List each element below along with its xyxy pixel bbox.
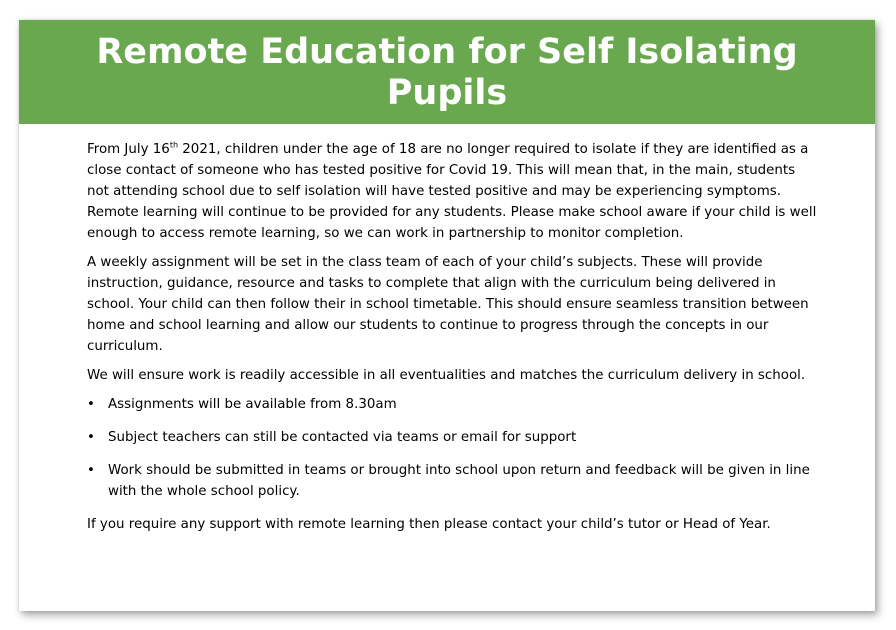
bullet-icon: • — [87, 463, 95, 478]
title-line-2: Pupils — [386, 73, 508, 113]
title-line-1: Remote Education for Self Isolating — [96, 32, 798, 72]
bullet-icon: • — [87, 397, 95, 412]
bullet-icon: • — [87, 430, 95, 445]
date-ordinal-suffix: th — [169, 140, 179, 150]
notice-body — [19, 124, 875, 535]
accessibility-paragraph: We will ensure work is readily accessible in all eventualities and matches the curriculum delivery in school. — [87, 368, 806, 383]
intro-text-rest: 2021, children under the age of 18 are no longer required to isolate if they are identified as a close contact of someone who has tested positive for Covid 19. This will mean that, in the main, students not attending school due to self isolation will have tested positive and may be experiencing symptoms. Remote learning will continue to be provided for any students. Please make school aware if your child is well enough to access remote learning, so we can work in partnership to monitor completion. — [87, 142, 817, 241]
list-item — [87, 427, 819, 448]
intro-paragraph — [87, 139, 819, 244]
list-item-text: Work should be submitted in teams or brought into school upon return and feedback will be given in line with the whole school policy. — [108, 463, 810, 499]
title-banner — [19, 20, 875, 124]
notice-card — [19, 20, 875, 611]
list-item — [87, 394, 819, 415]
assignment-paragraph: A weekly assignment will be set in the class team of each of your child’s subjects. These will provide instruction, guidance, resource and tasks to complete that align with the curriculum being delivered in school. Your child can then follow their in school timetable. This should ensure seamless transition between home and school learning and allow our students to continue to progress through the concepts in our curriculum. — [87, 255, 809, 354]
list-item-text: Subject teachers can still be contacted via teams or email for support — [108, 430, 577, 445]
closing-paragraph: If you require any support with remote learning then please contact your child’s tutor or Head of Year. — [87, 517, 771, 532]
bullet-list — [87, 394, 819, 502]
list-item-text: Assignments will be available from 8.30am — [108, 397, 397, 412]
list-item — [87, 460, 819, 502]
intro-text-start: From July 16 — [87, 142, 170, 157]
